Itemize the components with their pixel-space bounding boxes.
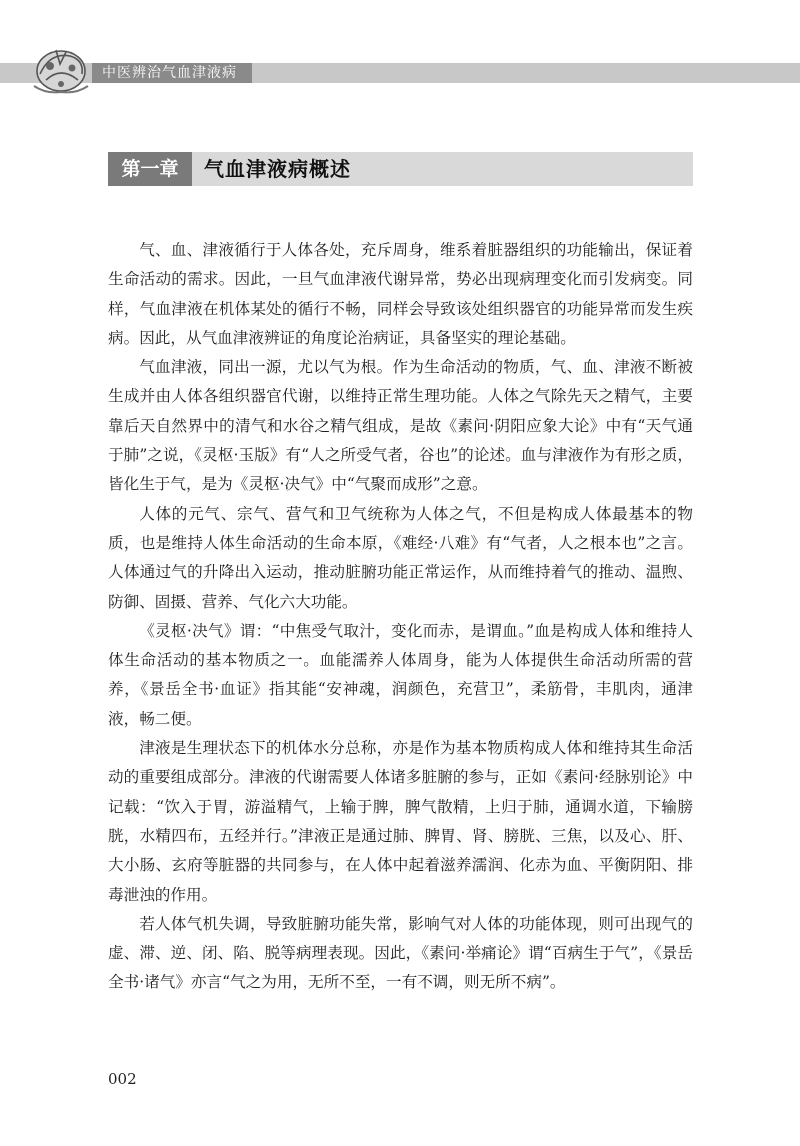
page-number: 002 <box>108 1070 137 1088</box>
paragraph: 《灵枢·决气》谓：“中焦受气取汁，变化而赤，是谓血。”血是构成人体和维持人体生命活动的基本物质之一。血能濡养人体周身，能为人体提供生命活动所需的营养，《景岳全书·血证》指其能“安神魂，润颜色，充营卫”，柔筋骨，丰肌肉，通津液，畅二便。 <box>108 621 693 728</box>
chapter-heading <box>108 152 693 186</box>
book-emblem-icon <box>26 40 96 102</box>
paragraph: 人体的元气、宗气、营气和卫气统称为人体之气，不但是构成人体最基本的物质，也是维持人体生命活动的生命本原，《难经·八难》有“气者，人之根本也”之言。人体通过气的升降出入运动，推动脏腑功能正常运作，从而维持着气的推动、温煦、防御、固摄、营养、气化六大功能。 <box>108 504 693 611</box>
paragraph: 气血津液，同出一源，尤以气为根。作为生命活动的物质，气、血、津液不断被生成并由人体各组织器官代谢，以维持正常生理功能。人体之气除先天之精气，主要靠后天自然界中的清气和水谷之精气组成，是故《素问·阴阳应象大论》中有“天气通于肺”之说，《灵枢·玉版》有“人之所受气者，谷也”的论述。血与津液作为有形之质，皆化生于气，是为《灵枢·决气》中“气聚而成形”之意。 <box>108 358 693 494</box>
chapter-number: 第一章 <box>108 152 192 186</box>
running-header-title: 中医辨治气血津液病 <box>92 63 252 83</box>
paragraph: 津液是生理状态下的机体水分总称，亦是作为基本物质构成人体和维持其生命活动的重要组成部分。津液的代谢需要人体诸多脏腑的参与，正如《素问·经脉别论》中记载：“饮入于胃，游溢精气，上输于脾，脾气散精，上归于肺，通调水道，下输膀胱，水精四布，五经并行。”津液正是通过肺、脾胃、肾、膀胱、三焦，以及心、肝、大小肠、玄府等脏器的共同参与，在人体中起着滋养濡润、化赤为血、平衡阴阳、排毒泄浊的作用。 <box>108 739 693 904</box>
chapter-title: 气血津液病概述 <box>204 157 351 181</box>
body-text <box>108 236 693 998</box>
paragraph: 气、血、津液循行于人体各处，充斥周身，维系着脏器组织的功能输出，保证着生命活动的需求。因此，一旦气血津液代谢异常，势必出现病理变化而引发病变。同样，气血津液在机体某处的循行不畅，同样会导致该处组织器官的功能异常而发生疾病。因此，从气血津液辨证的角度论治病证，具备坚实的理论基础。 <box>108 241 693 347</box>
paragraph: 若人体气机失调，导致脏腑功能失常，影响气对人体的功能体现，则可出现气的虚、滞、逆、闭、陷、脱等病理表现。因此，《素问·举痛论》谓“百病生于气”，《景岳全书·诸气》亦言“气之为用，无所不至，一有不调，则无所不病”。 <box>108 914 693 992</box>
